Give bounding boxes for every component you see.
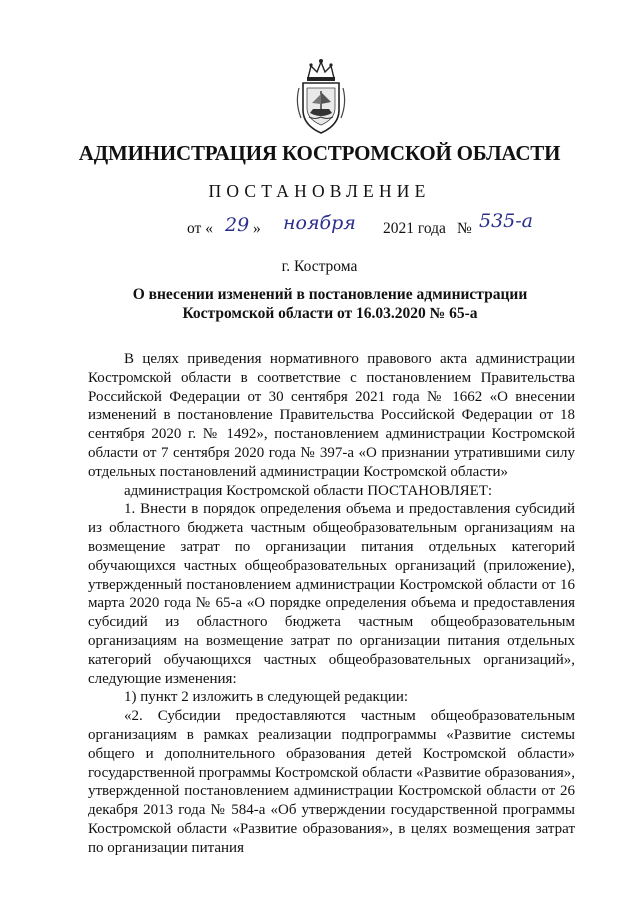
coat-of-arms-emblem [293, 58, 349, 138]
document-date-line [187, 210, 587, 246]
quoted-paragraph: «2. Субсидии предоставляются частным общеобразовательным организациям в рамках реализации подпрограммы «Развитие системы общего и дополнительного образования детей Костромской области» государственной программы Костромской области «Развитие образования», утвержденной постановлением администрации Костромской области от 26 декабря 2013 года № 584-а «Об утверждении государственной программы Костромской области «Развитие образования», в целях возмещения затрат по организации питания [88, 708, 575, 856]
date-prefix: от « [187, 220, 213, 237]
handwritten-month: ноября [283, 212, 356, 234]
subject-line: О внесении изменений в постановление администрации [132, 286, 528, 303]
organization-title: АДМИНИСТРАЦИЯ КОСТРОМСКОЙ ОБЛАСТИ [78, 141, 561, 165]
city-line: г. Кострома [281, 258, 358, 275]
document-subject [100, 285, 560, 323]
handwritten-number: 535-а [479, 210, 534, 232]
document-type: ПОСТАНОВЛЕНИЕ [208, 181, 431, 201]
resolves-paragraph: администрация Костромской области ПОСТАНОВЛЯЕТ: [124, 482, 493, 499]
document-body [88, 350, 575, 858]
subject-line: Костромской области от 16.03.2020 № 65-а [182, 305, 478, 322]
date-day-suffix: » [253, 220, 261, 237]
date-year: 2021 года [383, 220, 446, 237]
subitem-1-paragraph: 1) пункт 2 изложить в следующей редакции: [124, 689, 409, 706]
intro-paragraph: В целях приведения нормативного правового акта администрации Костромской области в соответствие с постановлением Правительства Российской Федерации от 30 сентября 2021 года № 1662 «О внесении изменений в постановление Правительства Российской Федерации от 18 сентября 2020 г. № 1492», постановлением администрации Костромской области от 7 сентября 2020 года № 397-а «О признании утратившими силу отдельных постановлений администрации Костромской области» [88, 351, 575, 480]
number-label: № [457, 220, 472, 237]
handwritten-day: 29 [225, 214, 250, 236]
item-1-paragraph: 1. Внести в порядок определения объема и предоставления субсидий из областного бюджета частным общеобразовательным организациям на возмещение затрат по организации питания отдельных категорий обучающихся частных общеобразовательных организаций (приложение), утвержденный постановлением администрации Костромской области от 16 марта 2020 года № 65-а «О порядке определения объема и предоставления субсидий из областного бюджета частным общеобразовательным организациям на возмещение затрат по организации питания отдельных категорий обучающихся частных общеобразовательных организаций», следующие изменения: [88, 501, 575, 687]
